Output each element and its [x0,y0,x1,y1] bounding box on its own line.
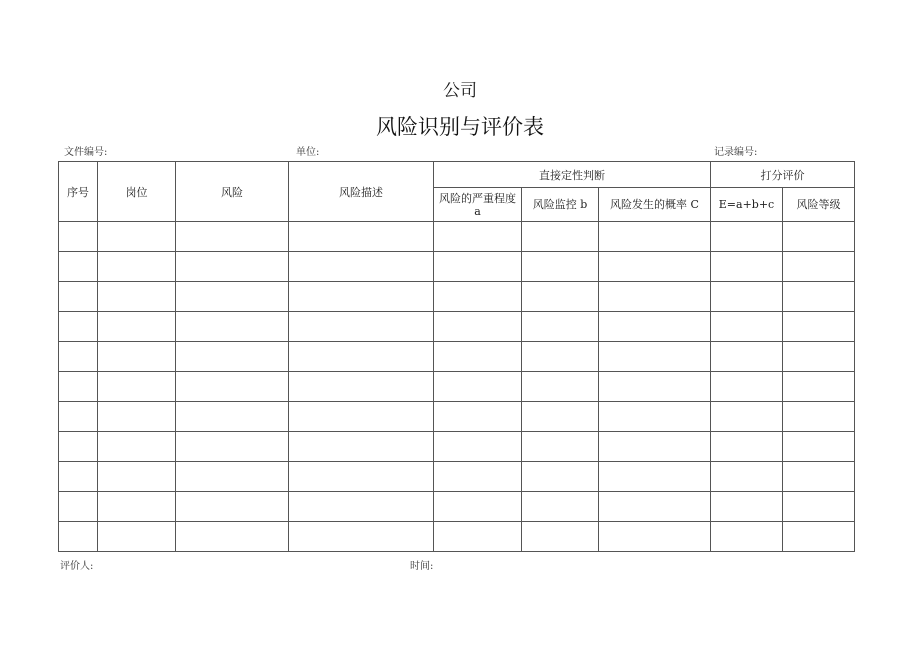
table-row [59,492,855,522]
table-row [59,402,855,432]
table-cell[interactable] [434,372,522,402]
table-cell[interactable] [783,312,855,342]
table-cell[interactable] [711,312,783,342]
table-cell[interactable] [599,522,711,552]
table-row [59,522,855,552]
table-cell[interactable] [59,522,98,552]
table-cell[interactable] [599,402,711,432]
table-cell[interactable] [59,252,98,282]
table-cell[interactable] [434,432,522,462]
header-probability: 风险发生的概率 C [599,188,711,222]
table-cell[interactable] [783,402,855,432]
header-risk-description: 风险描述 [289,162,434,222]
risk-evaluation-table [58,161,855,552]
table-cell[interactable] [98,462,176,492]
table-cell[interactable] [434,492,522,522]
table-row [59,462,855,492]
table-cell[interactable] [98,372,176,402]
table-cell[interactable] [522,312,599,342]
table-row [59,282,855,312]
table-cell[interactable] [289,522,434,552]
table-cell[interactable] [98,402,176,432]
table-cell[interactable] [711,252,783,282]
table-cell[interactable] [289,252,434,282]
table-cell[interactable] [434,342,522,372]
table-cell[interactable] [98,312,176,342]
table-cell[interactable] [289,282,434,312]
table-cell[interactable] [98,522,176,552]
table-cell[interactable] [522,252,599,282]
table-cell[interactable] [711,372,783,402]
table-cell[interactable] [289,222,434,252]
table-cell[interactable] [783,492,855,522]
table-cell[interactable] [522,462,599,492]
table-row [59,342,855,372]
table-cell[interactable] [783,222,855,252]
table-cell[interactable] [176,402,289,432]
table-cell[interactable] [434,522,522,552]
table-cell[interactable] [599,462,711,492]
table-cell[interactable] [289,492,434,522]
table-row [59,372,855,402]
table-body [59,222,855,552]
table-cell[interactable] [522,282,599,312]
table-cell[interactable] [711,492,783,522]
table-cell[interactable] [522,402,599,432]
table-cell[interactable] [98,492,176,522]
table-cell[interactable] [176,492,289,522]
table-cell[interactable] [289,372,434,402]
table-cell[interactable] [176,222,289,252]
table-row [59,312,855,342]
table-cell[interactable] [289,462,434,492]
table-cell[interactable] [434,312,522,342]
table-cell[interactable] [59,312,98,342]
table-cell[interactable] [783,372,855,402]
table-cell[interactable] [522,492,599,522]
header-formula: E=a+b+c [711,188,783,222]
header-risk: 风险 [176,162,289,222]
table-cell[interactable] [59,372,98,402]
table-cell[interactable] [176,312,289,342]
table-cell[interactable] [783,522,855,552]
time-label: 时间: [410,561,434,572]
table-cell[interactable] [59,282,98,312]
table-cell[interactable] [98,252,176,282]
header-risk-level: 风险等级 [783,188,855,222]
table-cell[interactable] [711,282,783,312]
table-row [59,252,855,282]
table-cell[interactable] [522,522,599,552]
table-cell[interactable] [59,222,98,252]
unit-label: 单位: [296,147,320,158]
header-monitoring: 风险监控 b [522,188,599,222]
table-cell[interactable] [176,372,289,402]
table-cell[interactable] [176,252,289,282]
table-cell[interactable] [783,462,855,492]
table-cell[interactable] [59,492,98,522]
table-cell[interactable] [599,372,711,402]
table-cell[interactable] [434,252,522,282]
table-row [59,432,855,462]
table-cell[interactable] [176,522,289,552]
table-cell[interactable] [176,342,289,372]
table-cell[interactable] [176,282,289,312]
table-cell[interactable] [289,432,434,462]
table-cell[interactable] [98,222,176,252]
table-cell[interactable] [783,432,855,462]
table-cell[interactable] [59,462,98,492]
header-seq: 序号 [59,162,98,222]
table-cell[interactable] [98,342,176,372]
table-cell[interactable] [599,342,711,372]
table-cell[interactable] [599,282,711,312]
table-row [59,222,855,252]
table-cell[interactable] [434,462,522,492]
table-cell[interactable] [599,222,711,252]
table-cell[interactable] [522,342,599,372]
table-cell[interactable] [599,492,711,522]
table-cell[interactable] [783,252,855,282]
table-cell[interactable] [711,432,783,462]
table-cell[interactable] [783,342,855,372]
table-cell[interactable] [289,312,434,342]
file-number-label: 文件编号: [64,147,108,158]
table-cell[interactable] [98,282,176,312]
table-cell[interactable] [289,342,434,372]
table-cell[interactable] [434,222,522,252]
evaluator-label: 评价人: [60,561,94,572]
table-cell[interactable] [289,402,434,432]
table-cell[interactable] [599,432,711,462]
table-cell[interactable] [59,342,98,372]
table-cell[interactable] [599,252,711,282]
form-title: 风险识别与评价表 [376,115,544,139]
table-cell[interactable] [522,372,599,402]
header-position: 岗位 [98,162,176,222]
table-cell[interactable] [59,402,98,432]
table-cell[interactable] [59,432,98,462]
table-cell[interactable] [711,342,783,372]
table-cell[interactable] [711,522,783,552]
table-cell[interactable] [434,402,522,432]
table-cell[interactable] [176,462,289,492]
table-cell[interactable] [711,402,783,432]
table-cell[interactable] [599,312,711,342]
table-cell[interactable] [522,222,599,252]
table-cell[interactable] [98,432,176,462]
record-number-label: 记录编号: [714,147,758,158]
table-cell[interactable] [711,222,783,252]
header-direct-judgment: 直接定性判断 [434,162,711,188]
table-cell[interactable] [522,432,599,462]
header-severity: 风险的严重程度 a [434,188,522,222]
company-name: 公司 [443,81,477,101]
table-cell[interactable] [783,282,855,312]
table-cell[interactable] [711,462,783,492]
header-scoring: 打分评价 [711,162,855,188]
table-cell[interactable] [434,282,522,312]
table-cell[interactable] [176,432,289,462]
